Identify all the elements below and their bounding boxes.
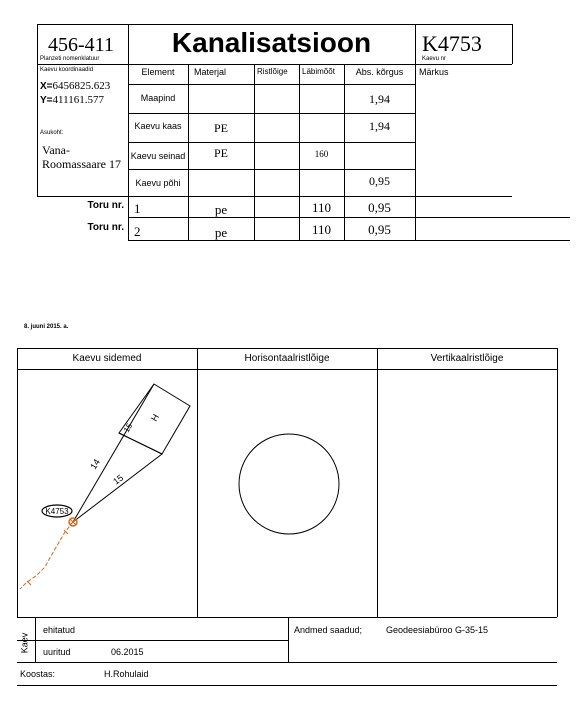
rule <box>128 113 415 114</box>
side-label-box <box>20 633 32 655</box>
rule <box>35 617 36 662</box>
coords-label: Kaevu koordinaadid <box>40 67 94 73</box>
pipe-material: pe <box>214 225 228 240</box>
pipe-label: Toru nr. <box>87 200 124 211</box>
well-number-label: Kaevu nr <box>422 56 447 62</box>
author-label: Koostas: <box>20 669 56 679</box>
tie-line <box>73 384 154 522</box>
sheet-number: 456-411 <box>48 34 114 56</box>
location-line1: Vana- <box>42 143 70 157</box>
rule <box>128 240 570 241</box>
row-abs: 0,95 <box>369 174 390 188</box>
rule <box>128 142 415 143</box>
rule <box>37 24 38 196</box>
surveyed-label: uuritud <box>43 647 71 657</box>
pipe-number: 2 <box>134 224 141 239</box>
coord-y-value: 411161.577 <box>52 94 104 106</box>
rule <box>17 640 288 641</box>
date-note: 8. juuni 2015. a. <box>24 324 69 330</box>
side-label: Kaev <box>19 632 30 654</box>
pipe-abs: 0,95 <box>368 222 391 237</box>
rule <box>37 64 512 65</box>
pipe-number: 1 <box>134 201 141 216</box>
rule <box>17 685 557 686</box>
page-title: Kanalisatsioon <box>171 27 372 58</box>
rule <box>288 617 289 662</box>
col-header-cross: Ristlõige <box>257 67 288 76</box>
coord-x <box>40 80 110 93</box>
horizontal-section-drawing <box>198 370 376 616</box>
rule <box>128 169 415 170</box>
connections-sketch <box>18 370 196 616</box>
col-title-connections: Kaevu sidemed <box>72 353 142 364</box>
tie-line <box>73 454 162 522</box>
rule <box>128 84 415 85</box>
pipe-diameter: 110 <box>311 222 332 237</box>
row-element: Kaevu kaas <box>134 121 182 131</box>
row-abs: 1,94 <box>369 92 390 106</box>
row-abs: 1,94 <box>369 119 390 133</box>
coord-x-value: 6456825.623 <box>52 80 111 92</box>
location-label: Asukoht: <box>40 130 64 136</box>
source-label: Andmed saadud; <box>294 625 363 635</box>
rule <box>37 196 512 197</box>
row-material: PE <box>213 146 228 160</box>
building-edge <box>119 433 162 454</box>
rule <box>377 348 378 617</box>
col-title-horizontal: Horisontaalristlõige <box>244 353 330 364</box>
pipe-line <box>20 522 73 589</box>
pipe-label: Toru nr. <box>87 222 124 233</box>
pipe-diameter: 110 <box>311 200 332 215</box>
col-header-diameter: Läbimõõt <box>302 67 335 76</box>
author-value: H.Rohulaid <box>104 669 149 679</box>
dimension-14: 14 <box>88 457 103 472</box>
coord-y <box>40 94 104 107</box>
sheet-number-label: Planzeti nomenklatuur <box>40 56 100 62</box>
well-number: K4753 <box>422 31 482 56</box>
col-header-notes: Märkus <box>419 67 449 77</box>
pipe-abs: 0,95 <box>368 200 391 215</box>
pipe-tick <box>27 581 31 585</box>
dimension-15b: 15 <box>121 421 135 434</box>
rule <box>17 617 557 618</box>
rule <box>557 348 558 617</box>
col-header-material: Materjal <box>194 67 227 77</box>
built-label: ehitatud <box>43 625 76 635</box>
dimension-15: 15 <box>111 472 126 487</box>
source-value: Geodeesiabüroo G-35-15 <box>386 625 489 635</box>
coord-x-label: X= <box>40 81 53 92</box>
row-material: PE <box>213 121 228 135</box>
location-line2: Roomassaare 17 <box>42 157 121 171</box>
rule <box>128 217 570 218</box>
col-header-element: Element <box>141 67 175 77</box>
rule <box>254 64 255 240</box>
rule <box>17 348 557 349</box>
pipe-material: pe <box>214 202 228 217</box>
surveyed-date: 06.2015 <box>111 647 144 657</box>
row-element: Maapind <box>140 93 176 103</box>
col-header-abs: Abs. kõrgus <box>355 67 404 77</box>
col-title-vertical: Vertikaalristlõige <box>430 353 504 364</box>
coord-y-label: Y= <box>40 95 53 106</box>
rule <box>512 24 513 64</box>
rule <box>17 662 557 663</box>
row-diameter: 160 <box>314 149 329 159</box>
dimension-h: H <box>149 412 161 423</box>
well-tag: K4753 <box>45 507 69 516</box>
row-element: Kaevu põhi <box>135 178 181 188</box>
well-circle <box>239 434 339 534</box>
row-element: Kaevu seinad <box>130 151 186 161</box>
rule <box>415 24 416 240</box>
